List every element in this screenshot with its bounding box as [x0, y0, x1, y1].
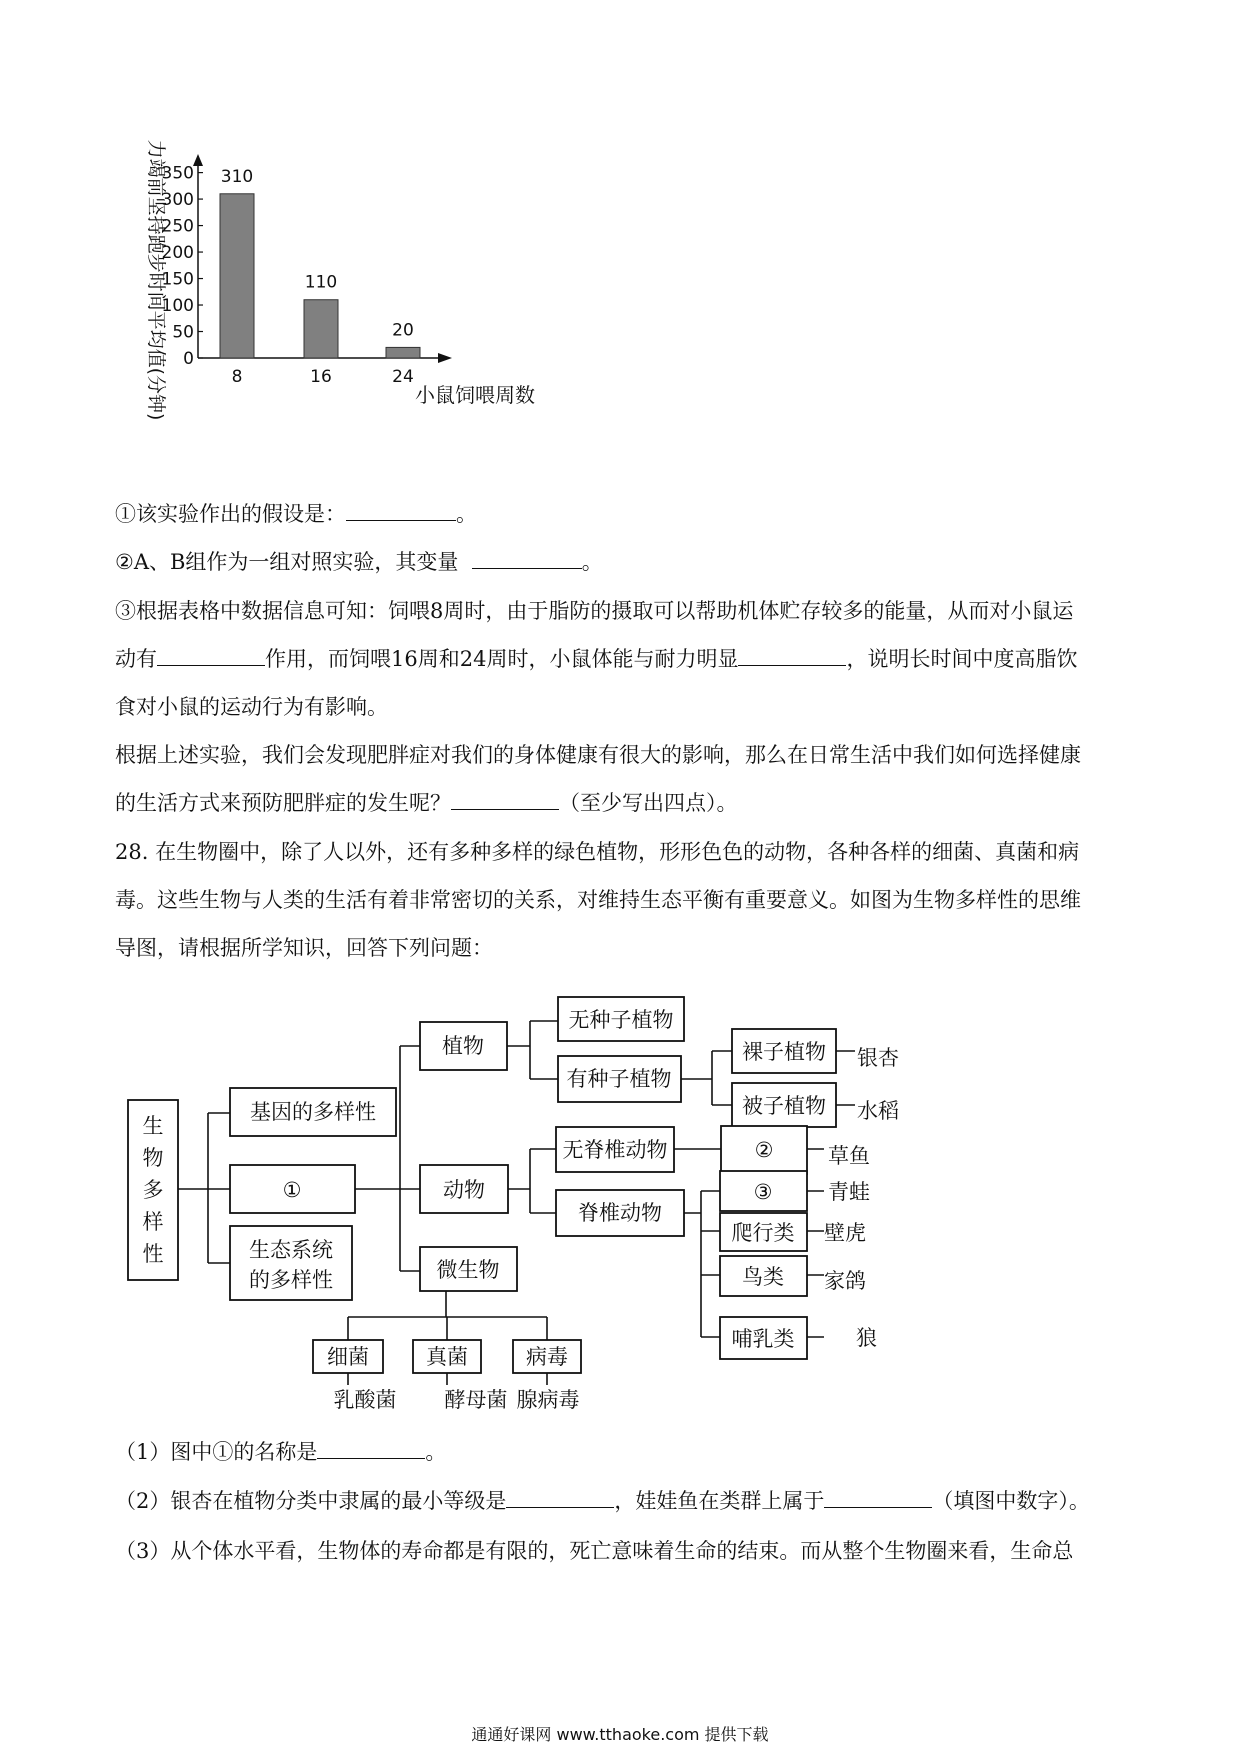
data-label: 20 — [392, 320, 414, 341]
root-char: 样 — [142, 1210, 164, 1234]
vertebrate-label: 脊椎动物 — [578, 1201, 662, 1225]
ecosystem-diversity-line1: 生态系统 — [249, 1238, 333, 1262]
answer-blank[interactable] — [451, 787, 559, 810]
seedless-plant-label: 无种子植物 — [568, 1008, 674, 1032]
root-char: 性 — [142, 1242, 164, 1266]
bar-chart — [120, 100, 580, 460]
reptile-label: 爬行类 — [731, 1221, 795, 1245]
x-tick-label: 16 — [310, 367, 332, 387]
bird-label: 鸟类 — [742, 1265, 784, 1289]
example-yeast: 酵母菌 — [444, 1388, 508, 1412]
sub-question-1: （1）图中①的名称是 。 — [115, 1428, 1130, 1476]
circle3-label: ③ — [753, 1180, 773, 1204]
example-rice: 水稻 — [857, 1099, 899, 1123]
bar — [304, 300, 338, 358]
gene-diversity-label: 基因的多样性 — [250, 1100, 376, 1124]
circle1-label: ① — [282, 1178, 302, 1202]
data-label: 110 — [304, 272, 338, 293]
y-tick-label: 50 — [172, 322, 194, 343]
example-gecko: 壁虎 — [824, 1221, 866, 1245]
example-wolf: 狼 — [856, 1326, 877, 1350]
y-tick-label: 100 — [161, 296, 194, 317]
footer: 通通好课网 www.tthaoke.com 提供下载 — [471, 1725, 769, 1744]
example-adenovirus: 腺病毒 — [516, 1388, 580, 1412]
example-frog: 青蛙 — [828, 1180, 870, 1204]
root-char: 生 — [142, 1114, 164, 1138]
y-axis-label: 力竭前坚持跑步时间平均值(分钟) — [145, 139, 167, 421]
question-2: ②A、B组作为一组对照实验，其变量 。 — [115, 538, 1130, 586]
answer-blank[interactable] — [157, 643, 265, 666]
x-axis-arrow — [438, 353, 452, 363]
animal-label: 动物 — [443, 1178, 485, 1202]
plant-label: 植物 — [442, 1034, 484, 1058]
sub-question-2: （2）银杏在植物分类中隶属的最小等级是 ，娃娃鱼在类群上属于 （填图中数字）。 — [115, 1477, 1130, 1525]
question-28: 28. 在生物圈中，除了人以外，还有多种多样的绿色植物，形形色色的动物，各种各样的细菌、真菌和病 毒。这些生物与人类的生活有着非常密切的关系，对维持生态平衡有重要意义。如图为生物多样性的思维 导图，请根据所学知识，回答下列问题： — [115, 840, 1081, 960]
example-grass-carp: 草鱼 — [828, 1144, 870, 1168]
seed-plant-label: 有种子植物 — [566, 1067, 672, 1091]
circle2-label: ② — [754, 1138, 774, 1162]
microbe-label: 微生物 — [436, 1258, 500, 1282]
root-char: 多 — [142, 1178, 164, 1202]
virus-label: 病毒 — [526, 1345, 568, 1369]
gymnosperm-label: 裸子植物 — [742, 1040, 826, 1064]
question-3: ③根据表格中数据信息可知：饲喂8周时，由于脂防的摄取可以帮助机体贮存较多的能量，从而对小鼠运 动有 作用，而饲喂16周和24周时，小鼠体能与耐力明显 ，说明长时间中度高脂饮 食对小鼠的运动行为有影响。 — [115, 599, 1078, 719]
y-tick-label: 350 — [161, 163, 194, 184]
sub-question-3: （3）从个体水平看，生物体的寿命都是有限的，死亡意味着生命的结束。而从整个生物圈来看，生命总 — [115, 1539, 1074, 1563]
bar — [220, 194, 254, 358]
y-tick-label: 250 — [161, 216, 194, 237]
angiosperm-label: 被子植物 — [742, 1094, 826, 1118]
answer-blank[interactable] — [738, 643, 846, 666]
root-char: 物 — [142, 1146, 164, 1170]
x-axis-label: 小鼠饲喂周数 — [415, 383, 535, 407]
y-tick-label: 300 — [161, 190, 194, 211]
answer-blank[interactable] — [824, 1485, 932, 1508]
fungi-label: 真菌 — [426, 1345, 468, 1369]
y-axis-arrow — [193, 154, 203, 166]
question-1: ①该实验作出的假设是： 。 — [115, 490, 1130, 538]
y-tick-label: 200 — [161, 243, 194, 264]
biodiversity-mind-map — [120, 985, 1120, 1415]
bar — [386, 347, 420, 358]
example-ginkgo: 银杏 — [857, 1046, 899, 1070]
question-4: 根据上述实验，我们会发现肥胖症对我们的身体健康有很大的影响，那么在日常生活中我们如何选择健康 的生活方式来预防肥胖症的发生呢？ （至少写出四点）。 — [115, 743, 1081, 815]
mammal-label: 哺乳类 — [731, 1327, 795, 1351]
y-tick-label: 0 — [183, 349, 194, 369]
invertebrate-label: 无脊椎动物 — [562, 1138, 668, 1162]
bacteria-label: 细菌 — [327, 1345, 369, 1369]
answer-blank[interactable] — [346, 498, 456, 521]
answer-blank[interactable] — [472, 546, 582, 569]
x-tick-label: 8 — [231, 367, 243, 387]
example-pigeon: 家鸽 — [824, 1269, 866, 1293]
answer-blank[interactable] — [506, 1485, 614, 1508]
answer-blank[interactable] — [317, 1436, 425, 1459]
data-label: 310 — [220, 166, 254, 187]
x-tick-label: 24 — [392, 367, 414, 387]
example-lactobacillus: 乳酸菌 — [333, 1388, 397, 1412]
y-tick-label: 150 — [161, 269, 194, 290]
ecosystem-diversity-line2: 的多样性 — [249, 1268, 333, 1292]
